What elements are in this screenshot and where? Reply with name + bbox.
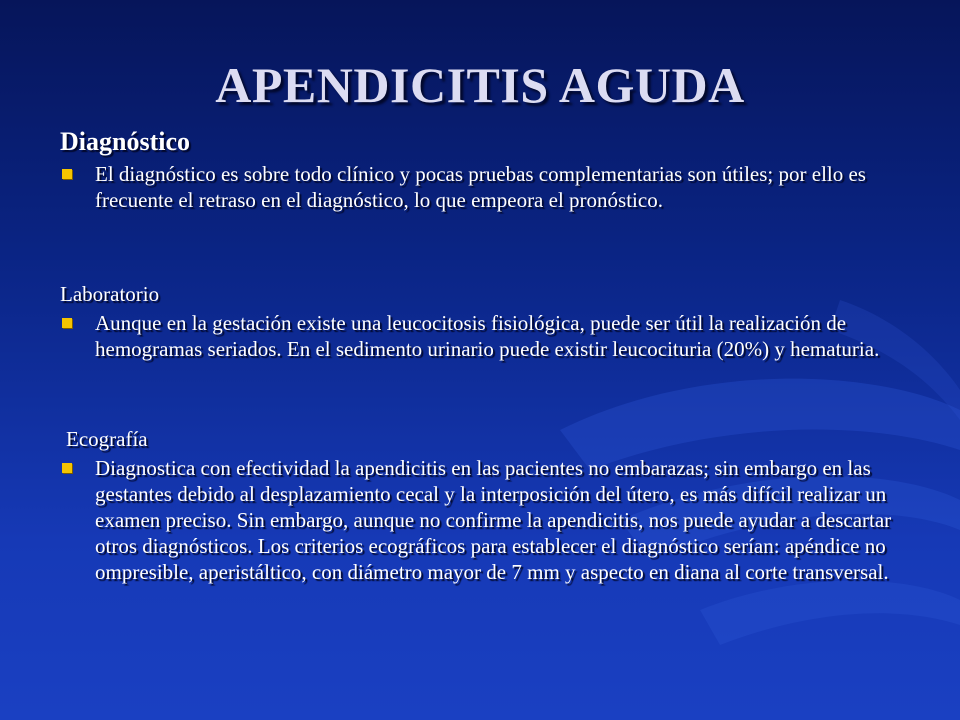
square-bullet-icon [62,463,72,473]
section-laboratorio [60,283,920,362]
section-heading: Laboratorio [60,282,160,306]
section-heading: Diagnóstico [60,127,190,156]
bullet-item [60,455,920,585]
bullet-item [60,310,920,362]
bullet-text: Aunque en la gestación existe una leucocitosis fisiológica, puede ser útil la realización de hemogramas seriados. En el sedimento urinario puede existir leucocituria (20%) y hematuria. [95,311,880,362]
section-heading: Ecografía [66,427,148,451]
bullet-item [60,161,920,213]
section-ecografia [60,428,920,585]
slide-title: APENDICITIS AGUDA [215,57,745,113]
bullet-text: Diagnostica con efectividad la apendicitis en las pacientes no embarazas; sin embargo en las gestantes debido al desplazamiento cecal y la interposición del útero, es más difícil realizar un examen preciso. Sin embargo, aunque no confirme la apendicitis, nos puede ayudar a descartar otros diagnósticos. Los criterios ecográficos para establecer el diagnóstico serían: apéndice no ompresible, aperistáltico, con diámetro mayor de 7 mm y aspecto en diana al corte transversal. [95,456,892,585]
bullet-text: El diagnóstico es sobre todo clínico y pocas pruebas complementarias son útiles; por ello es frecuente el retraso en el diagnóstico, lo que empeora el pronóstico. [95,161,866,212]
square-bullet-icon [62,318,72,328]
section-diagnostico [60,128,920,213]
square-bullet-icon [62,169,72,179]
